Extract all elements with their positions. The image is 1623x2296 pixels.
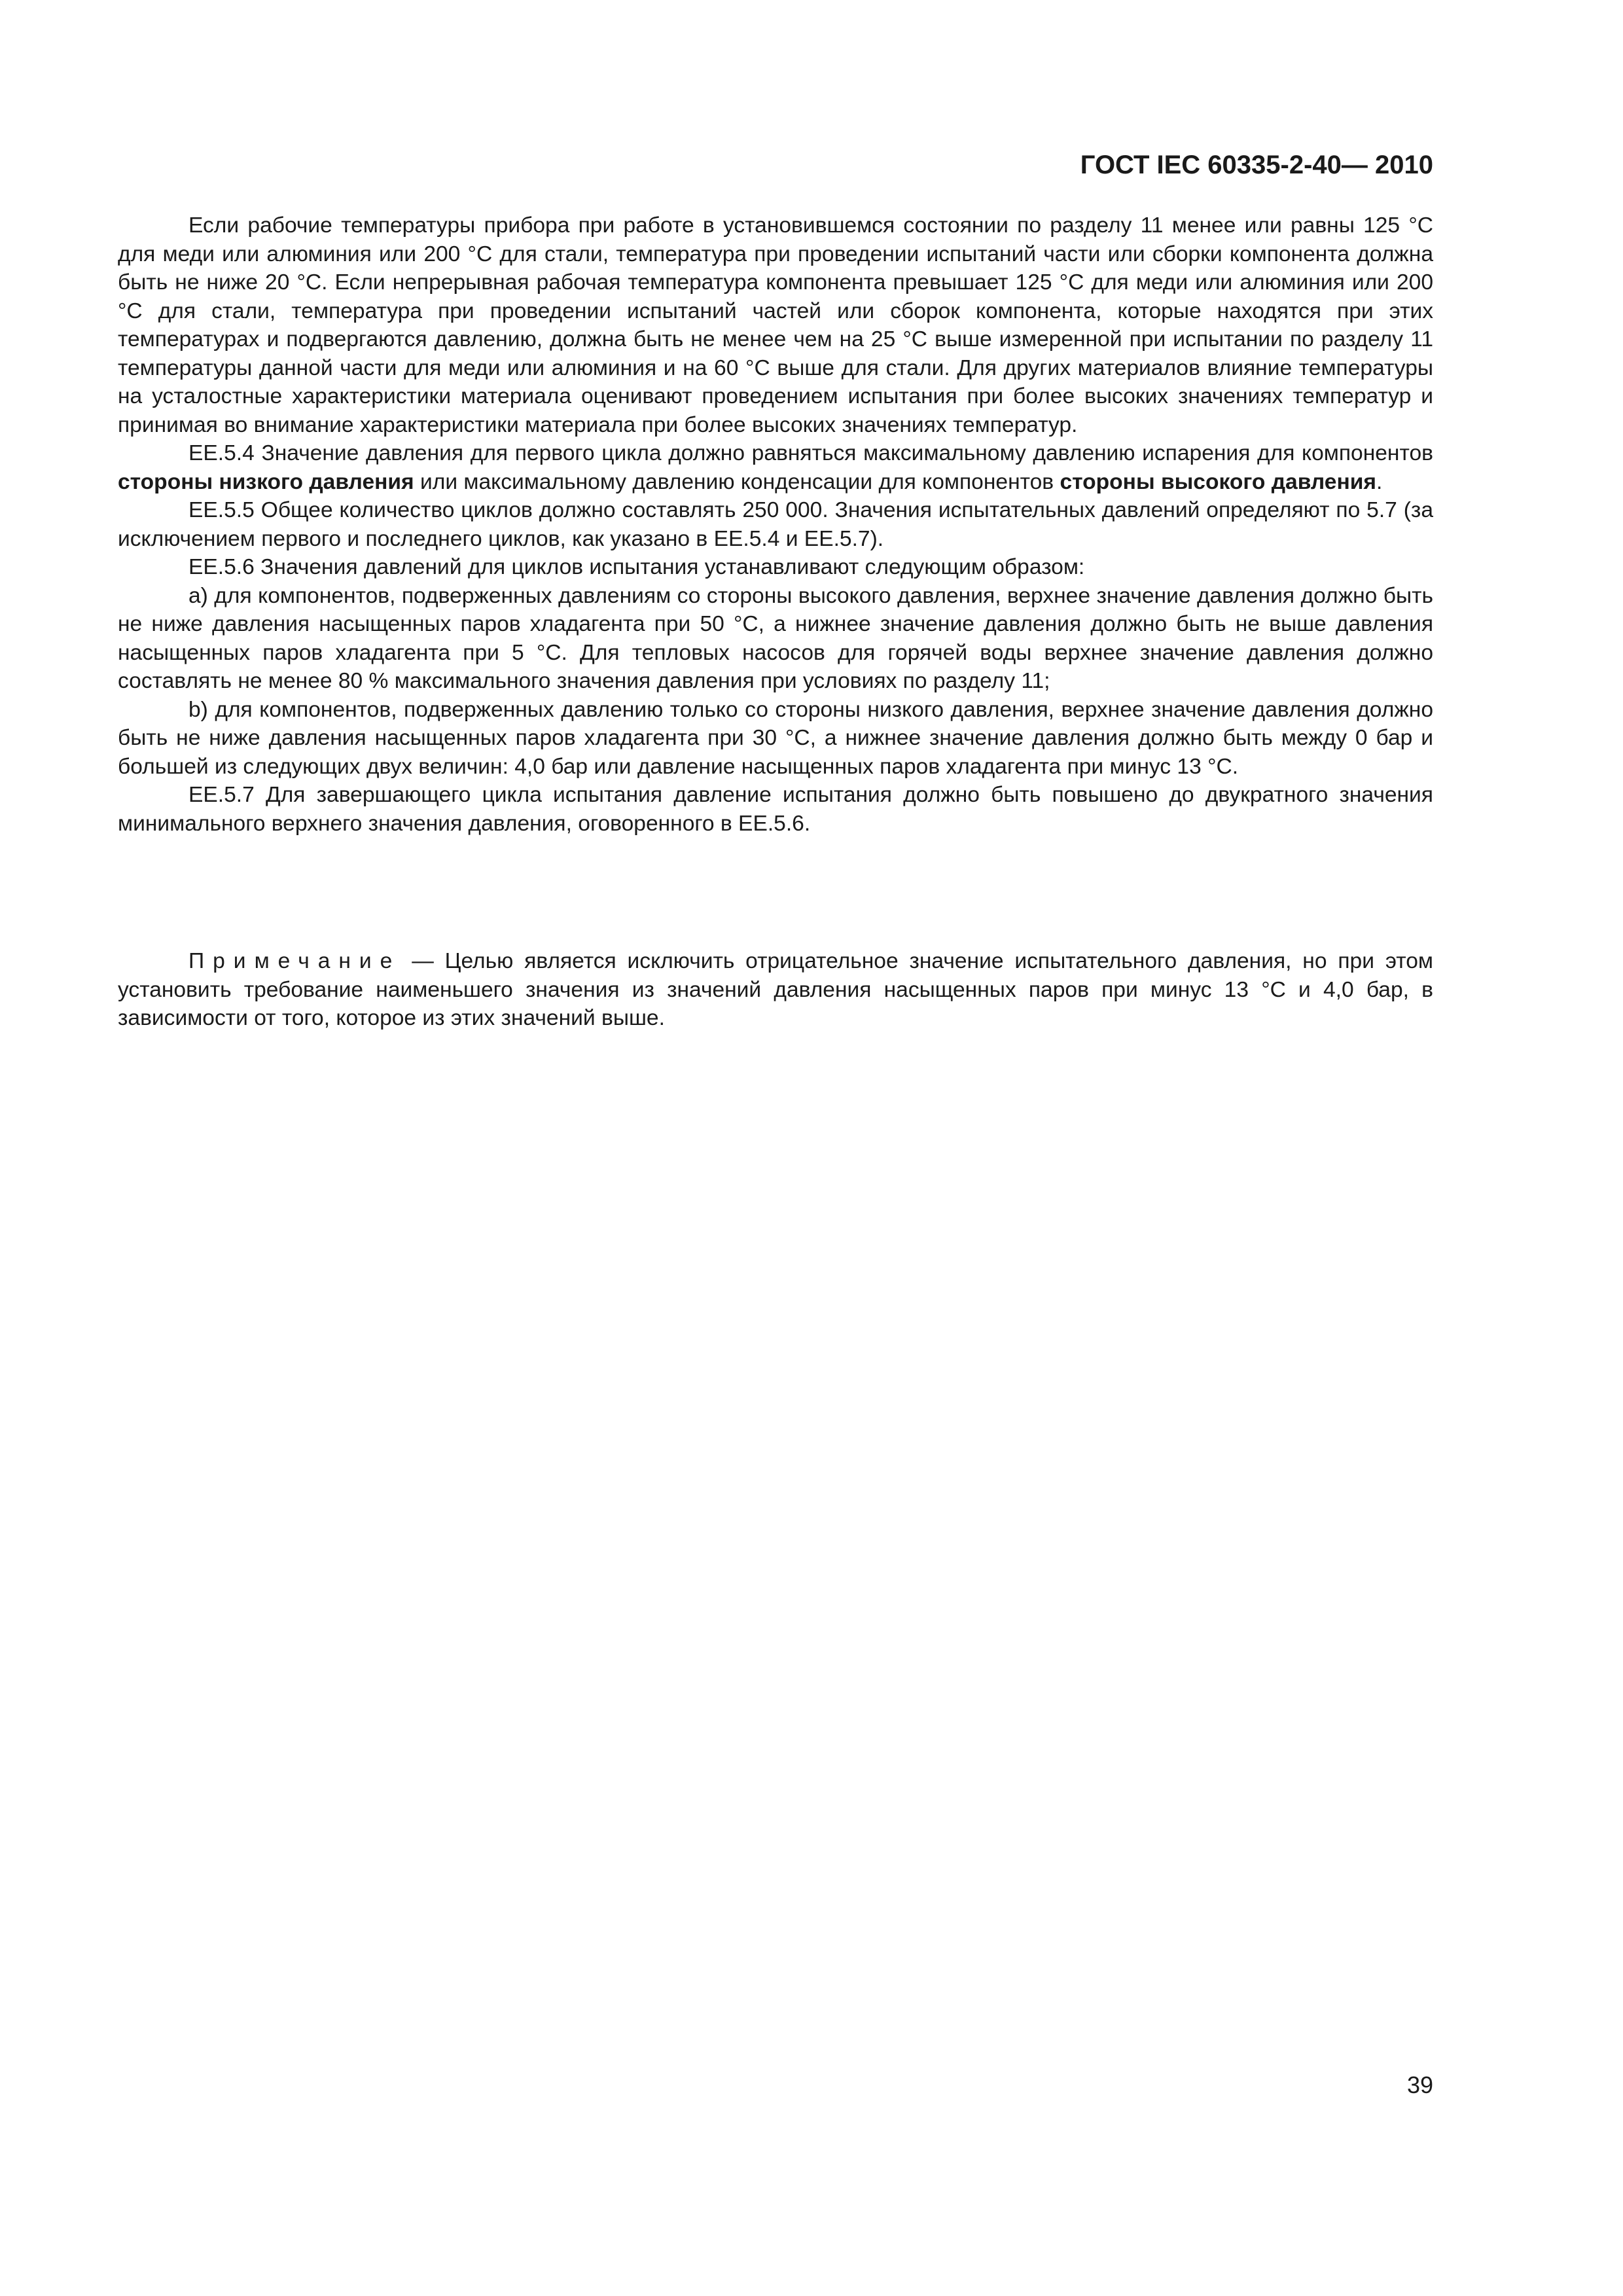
list-item-a: а) для компонентов, подверженных давлениям со стороны высокого давления, верхнее значение давления должно быть не ниже давления насыщенных паров хладагента при 50 °С, а нижнее значение давления должно быть не выше давления насыщенных паров хладагента при 5 °С. Для тепловых насосов для горячей воды верхнее значение давления должно составлять не менее 80 % максимального значения давления при условиях по разделу 11; (118, 583, 1433, 693)
note-label: Примечание (188, 949, 401, 973)
paragraph-ee-5-6: ЕЕ.5.6 Значения давлений для циклов испытания устанавливают следующим образом: (188, 555, 1085, 579)
document-body (118, 211, 1433, 838)
note-block (118, 947, 1433, 1033)
standard-designation: ГОСТ IEC 60335-2-40— 2010 (1080, 151, 1433, 179)
bold-term-high-pressure-side: стороны высокого давления (1060, 469, 1376, 494)
page-number: 39 (1406, 2072, 1433, 2098)
list-item-b: b) для компонентов, подверженных давлению только со стороны низкого давления, верхнее значение давления должно быть не ниже давления насыщенных паров хладагента при 30 °С, а нижнее значение давления должно быть между 0 бар и большей из следующих двух величин: 4,0 бар или давление насыщенных паров хладагента при минус 13 °С. (118, 697, 1433, 779)
paragraph-temperature: Если рабочие температуры прибора при работе в установившемся состоянии по разделу 11 менее или равны 125 °С для меди или алюминия или 200 °С для стали, температура при проведении испытаний части или сборки компонента должна быть не ниже 20 °С. Если непрерывная рабочая температура компонента превышает 125 °С для меди или алюминия или 200 °С для стали, температура при проведении испытаний частей или сборок компонента, которые находятся при этих температурах и подвергаются давлению, должна быть не менее чем на 25 °С выше измеренной при испытании по разделу 11 температуры данной части для меди или алюминия и на 60 °С выше для стали. Для других материалов влияние температуры на усталостные характеристики материала оценивают проведением испытания при более высоких значениях температур и принимая во внимание характеристики материала при более высоких значениях температур. (118, 213, 1433, 437)
document-header (118, 148, 1433, 182)
bold-term-low-pressure-side: стороны низкого давления (118, 469, 414, 494)
note-text: — Целью является исключить отрицательное значение испытательного давления, но при этом установить требование наименьшего значения из значений давления насыщенных паров при минус 13 °С и 4,0 бар, в зависимости от того, которое из этих значений выше. (118, 949, 1433, 1030)
paragraph-ee-5-5: ЕЕ.5.5 Общее количество циклов должно составлять 250 000. Значения испытательных давлений определяют по 5.7 (за исключением первого и последнего циклов, как указано в ЕЕ.5.4 и ЕЕ.5.7). (118, 498, 1433, 551)
paragraph-ee-5-4: ЕЕ.5.4 Значение давления для первого цикла должно равняться максимальному давлению испарения для компонентов стороны низкого давления или максимальному давлению конденсации для компонентов стороны высокого давления. (118, 441, 1433, 494)
paragraph-ee-5-7: ЕЕ.5.7 Для завершающего цикла испытания давление испытания должно быть повышено до двукратного значения минимального верхнего значения давления, оговоренного в ЕЕ.5.6. (118, 783, 1433, 836)
